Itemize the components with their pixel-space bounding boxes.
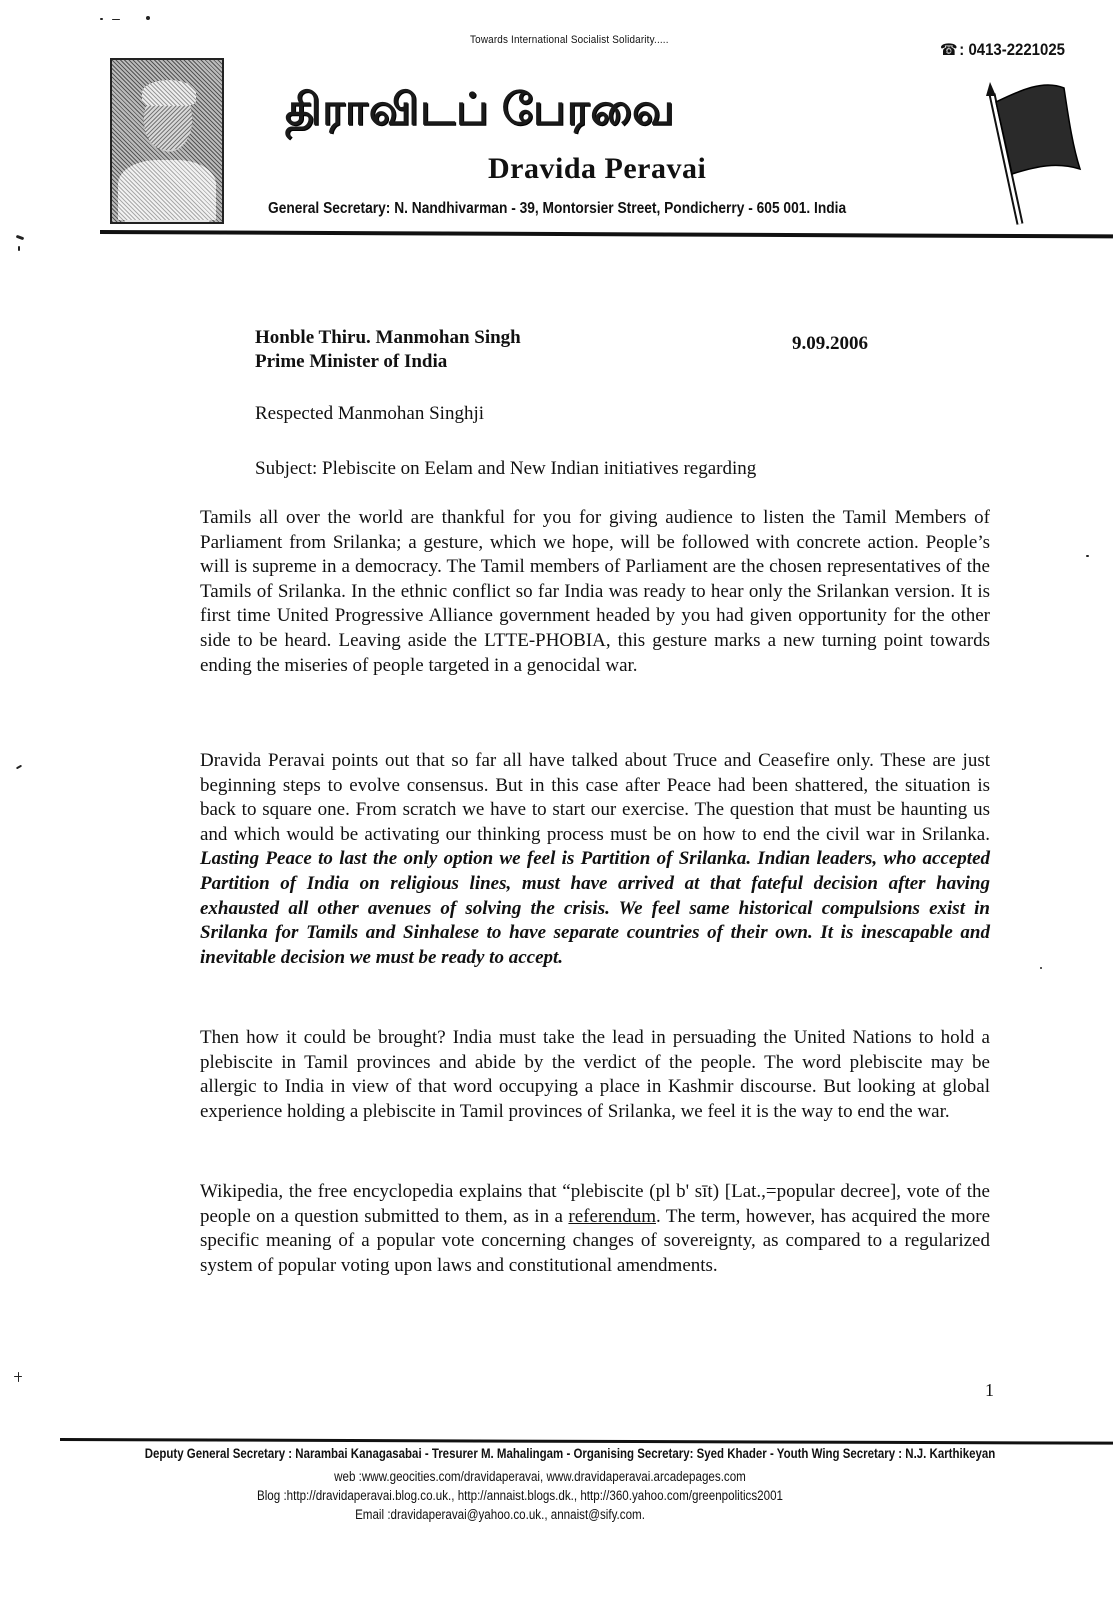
- body-paragraph: [200, 749, 990, 970]
- footer-blog: Blog :http://dravidaperavai.blog.co.uk., http://annaist.blogs.dk., http://360.yahoo.com/greenpolitics2001: [256, 1488, 783, 1503]
- org-name-tamil: திராவிடப் பேரவை: [285, 85, 676, 134]
- footer-web: web :www.geocities.com/dravidaperavai, www.dravidaperavai.arcadepages.com: [334, 1469, 746, 1484]
- scan-speck: [100, 18, 103, 20]
- org-address: General Secretary: N. Nandhivarman - 39, Montorsier Street, Pondicherry - 605 001. India: [268, 200, 847, 217]
- footer-officers: Deputy General Secretary : Narambai Kanagasabai - Tresurer M. Mahalingam - Organising Secretary: Syed Khader - Youth Wing Secretary : N.J. Karthikeyan: [144, 1445, 996, 1461]
- scan-speck: [18, 1372, 19, 1382]
- paragraph-text: Wikipedia, the free encyclopedia explains that “plebiscite (pl b' sīt) [Lat.,=popular decree], vote of the people on a question submitted to them, as in a: [200, 1181, 990, 1227]
- telephone-icon: ☎: [940, 42, 958, 59]
- flag-cloth: [996, 85, 1080, 174]
- scan-speck: [146, 16, 150, 20]
- paragraph-text: . The term, however, has acquired the more specific meaning of a popular vote concerning changes of sovereignty, as compared to a regularized system of popular voting upon laws and constitutional amendments.: [200, 1205, 990, 1276]
- scan-speck: [1040, 967, 1042, 969]
- paragraph-text: Dravida Peravai points out that so far all have talked about Truce and Ceasefire only. These are just beginning steps to evolve consensus. But in this case after Peace had been shattered, the situation is back to square one. From scratch we have to start our exercise. The question that must be haunting us and which would be activating our thinking process must be on how to end the civil war in Srilanka.: [200, 750, 990, 845]
- scan-speck: [1086, 555, 1089, 557]
- footer-divider: [60, 1438, 1113, 1445]
- founder-portrait-photo: [110, 58, 224, 224]
- scan-speck: [18, 246, 20, 251]
- phone-number: [940, 40, 1065, 60]
- footer-email: Email :dravidaperavai@yahoo.co.uk., annaist@sify.com.: [355, 1507, 645, 1522]
- flag-icon: [972, 74, 1082, 234]
- phone-value: 0413-2221025: [968, 40, 1065, 59]
- org-name-english: Dravida Peravai: [488, 152, 707, 185]
- body-paragraph: Then how it could be brought? India must take the lead in persuading the United Nations to hold a plebiscite in Tamil provinces and abide by the verdict of the people. The word plebiscite may be allergic to India in view of that word occupying a place in Kashmir discourse. But looking at global experience holding a plebiscite in Tamil provinces of Srilanka, we feel it is the way to end the war.: [200, 1027, 990, 1122]
- flag-spear-tip: [986, 82, 996, 96]
- page-number: 1: [985, 1380, 994, 1400]
- header-divider: [100, 230, 1113, 238]
- body-paragraph: Tamils all over the world are thankful for you for giving audience to listen the Tamil Members of Parliament from Srilanka; a gesture, which we hope, will be followed with concrete action. People’s will is supreme in a democracy. The Tamil members of Parliament are the chosen representatives of the Tamils of Srilanka. In the ethnic conflict so far India was ready to hear only the Srilankan version. It is first time United Progressive Alliance government headed by you had given opportunity for the other side to be heard. Leaving aside the LTTE-PHOBIA, this gesture marks a new turning point towards ending the miseries of people targeted in a genocidal war.: [200, 507, 990, 676]
- org-tagline: Towards International Socialist Solidarity.....: [470, 34, 669, 46]
- recipient-title: Prime Minister of India: [255, 351, 448, 372]
- scan-speck: [112, 19, 120, 20]
- salutation: Respected Manmohan Singhji: [255, 403, 485, 424]
- phone-prefix: :: [959, 40, 965, 59]
- referendum-link[interactable]: referendum: [568, 1205, 656, 1227]
- scan-speck: [16, 765, 22, 770]
- emphasized-text: Lasting Peace to last the only option we feel is Partition of Srilanka. Indian leaders, who accepted Partition of India on religious lines, must have arrived at that fateful decision after having exhausted all other avenues of solving the crisis. We feel same historical compulsions exist in Srilanka for Tamils and Sinhalese to have separate countries of their own. It is inescapable and inevitable decision we must be ready to accept.: [200, 848, 990, 968]
- body-paragraph: [200, 1180, 990, 1278]
- recipient-name: Honble Thiru. Manmohan Singh: [255, 327, 521, 348]
- letter-date: 9.09.2006: [792, 333, 868, 354]
- subject-line: Subject: Plebiscite on Eelam and New Indian initiatives regarding: [255, 458, 757, 479]
- scan-speck: [16, 235, 25, 241]
